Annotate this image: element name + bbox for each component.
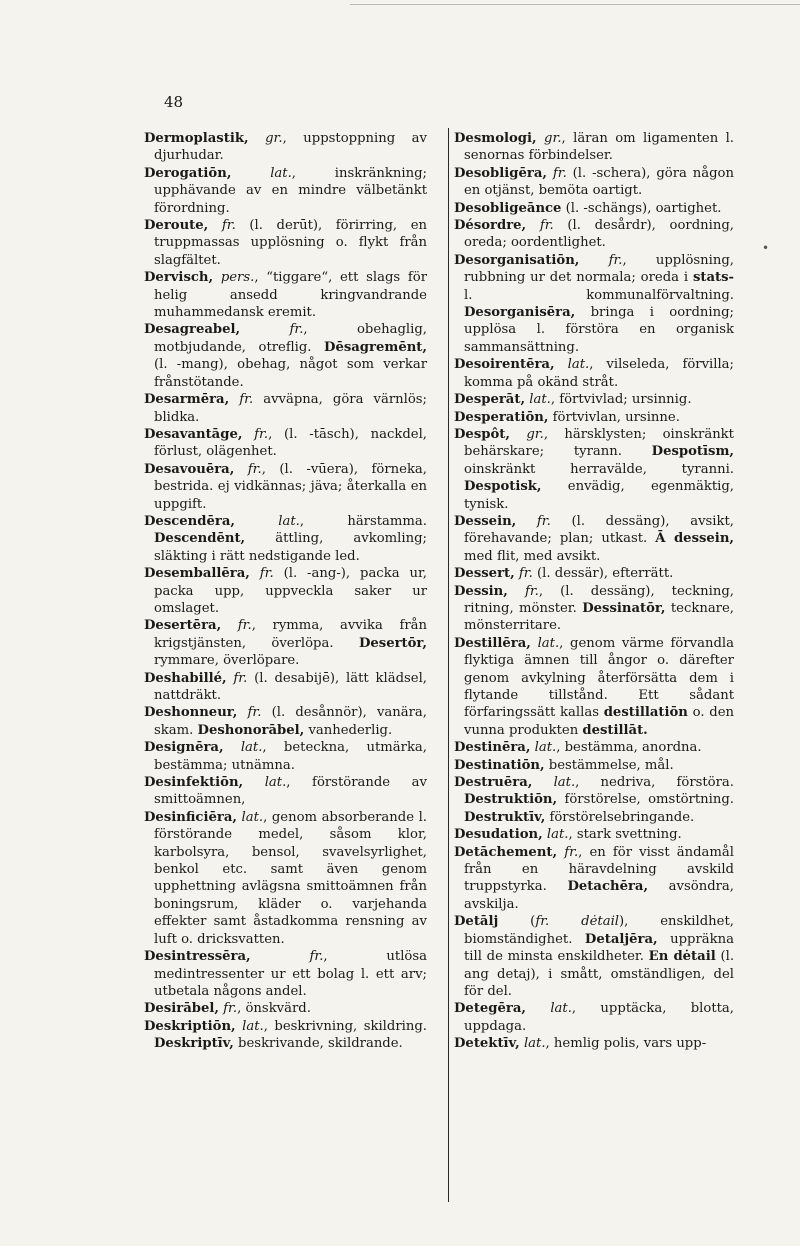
dictionary-entry: Desobligēra, fr. (l. -schera), göra någon en otjänst, bemöta oartigt. xyxy=(454,165,734,199)
dictionary-entry: Desmologi, gr., läran om ligamenten l. senornas förbindelser. xyxy=(454,131,734,164)
top-edge-rule xyxy=(350,4,800,5)
dictionary-entry: Detegēra, lat., upptäcka, blotta, uppdaga. xyxy=(454,1001,734,1034)
stray-mark: • xyxy=(762,241,770,255)
dictionary-entry: Dessein, fr. (l. dessäng), avsikt, förehavande; plan; utkast. Ā dessein, med flit, med avsikt. xyxy=(454,513,734,564)
dictionary-entry: Desagreabel, fr., obehaglig, motbjudande, otreflig. Dēsagremēnt, (l. -mang), obehag, något som verkar frånstötande. xyxy=(144,322,427,390)
dictionary-entry: Dessert, fr. (l. dessär), efterrätt. xyxy=(454,566,674,582)
dictionary-entry: Desudation, lat., stark svettning. xyxy=(454,827,682,843)
dictionary-entry: Destruēra, lat., nedriva, förstöra. Destruktiōn, förstörelse, omstörtning. Destruktīv, förstörelsebringande. xyxy=(454,775,734,825)
dictionary-entry: Desintressēra, fr., utlösa medintressenter ur ett bolag l. ett arv; utbetala någons andel. xyxy=(144,949,427,999)
dictionary-entry: Desinfektiōn, lat., förstörande av smittoämnen, xyxy=(144,775,427,808)
dictionary-entry: Desertēra, fr., rymma, avvika från krigstjänsten, överlöpa. Desertōr, rymmare, överlöpare. xyxy=(144,618,427,669)
dictionary-entry: Desemballēra, fr. (l. -ang-), packa ur, packa upp, uppveckla saker ur omslaget. xyxy=(144,566,427,616)
dictionary-entry: Deroute, fr. (l. derūt), förirring, en truppmassas upplösning o. flykt från slagfältet. xyxy=(144,218,427,268)
dictionary-entry: Desinficiēra, lat., genom absorberande l. förstörande medel, såsom klor, karbolsyra, bensol, svavelsyrlighet, benkol etc. samt även genom upphettning avlägsna smittoämnen från boningsrum, kläder o. varjehanda effekter samt åstadkomma rensning av luft o. dricksvatten. xyxy=(144,809,427,947)
dictionary-entry: Desavantāge, fr., (l. -tāsch), nackdel, förlust, olägenhet. xyxy=(144,426,428,460)
column-divider xyxy=(448,128,449,1202)
dictionary-entry: Descendēra, lat., härstamma. Descendēnt, ättling, avkomling; släkting i rätt nedstigande led. xyxy=(144,513,427,564)
dictionary-entry: Deshonneur, fr. (l. desånnör), vanära, skam. Deshonorābel, vanhederlig. xyxy=(144,705,427,738)
dictionary-entry: Deshabillé, fr. (l. desabijē), lätt klädsel, nattdräkt. xyxy=(144,670,427,703)
dictionary-entry: Detālj (fr. dėtail), enskildhet, biomständighet. Detaljēra, uppräkna till de minsta enskildheter. En dėtail (l. ang detaj), i smått, omständligen, del för del. xyxy=(454,914,735,999)
page-number: 48 xyxy=(164,93,184,111)
right-column xyxy=(454,130,734,1053)
dictionary-entry: Designēra, lat., beteckna, utmärka, bestämma; utnämna. xyxy=(144,740,427,773)
dictionary-entry: Desavouēra, fr., (l. -vūera), förneka, bestrida. ej vidkännas; jäva; återkalla en uppgift. xyxy=(144,461,427,512)
dictionary-entry: Désordre, fr. (l. desårdr), oordning, oreda; oordentlighet. xyxy=(454,218,734,251)
dictionary-entry: Deskriptiōn, lat., beskrivning, skildring. Deskriptīv, beskrivande, skildrande. xyxy=(144,1018,427,1052)
dictionary-entry: Destinēra, lat., bestämma, anordna. xyxy=(454,740,702,756)
dictionary-entry: Detāchement, fr., en för visst ändamål från en häravdelning avskild truppstyrka. Detachēra, avsöndra, avskilja. xyxy=(454,844,734,912)
dictionary-entry: Desoirentēra, lat., vilseleda, förvilla; komma på okänd stråt. xyxy=(454,357,734,390)
dictionary-entry: Desperatiōn, förtvivlan, ursinne. xyxy=(454,409,680,425)
dictionary-entry: Desorganisatiōn, fr., upplösning, rubbning ur det normala; oreda i stats- l. kommunalförvaltning. Desorganisēra, bringa i oordning; upplösa l. förstöra en organisk sammansättning. xyxy=(454,252,734,355)
dictionary-entry: Dessin, fr., (l. dessäng), teckning, ritning, mönster. Dessinatōr, tecknare, mönsterritare. xyxy=(454,583,734,634)
dictionary-entry: Destillēra, lat., genom värme förvandla flyktiga ämnen till ångor o. därefter genom avkylning återförsätta dem i flytande tillstånd. Ett sådant förfaringssätt kallas destillatiōn o. den vunna produkten destillāt. xyxy=(454,635,734,738)
left-column xyxy=(144,130,427,1053)
dictionary-entry: Dervisch, pers., “tiggare“, ett slags för helig ansedd kringvandrande muhammedansk eremit. xyxy=(144,270,427,321)
dictionary-entry: Desarmēra, fr. avväpna, göra värnlös; blidka. xyxy=(144,392,427,425)
dictionary-entry: Desirābel, fr., önskvärd. xyxy=(144,1001,311,1017)
dictionary-entry: Detektīv, lat., hemlig polis, vars upp- xyxy=(454,1036,707,1052)
dictionary-entry: Desperāt, lat., förtvivlad; ursinnig. xyxy=(454,392,692,408)
dictionary-entry: Derogatiōn, lat., inskränkning; upphävande av en mindre välbetänkt förordning. xyxy=(144,165,427,216)
dictionary-entry: Despôt, gr., härsklysten; oinskränkt behärskare; tyrann. Despotīsm, oinskränkt herravälde, tyranni. Despotisk, envädig, egenmäktig, tynisk. xyxy=(454,426,734,512)
dictionary-entry: Destinatiōn, bestämmelse, mål. xyxy=(454,757,674,773)
dictionary-entry: Dermoplastik, gr., uppstoppning av djurhudar. xyxy=(144,131,427,164)
dictionary-entry: Desobligeānce (l. -schängs), oartighet. xyxy=(454,200,722,216)
